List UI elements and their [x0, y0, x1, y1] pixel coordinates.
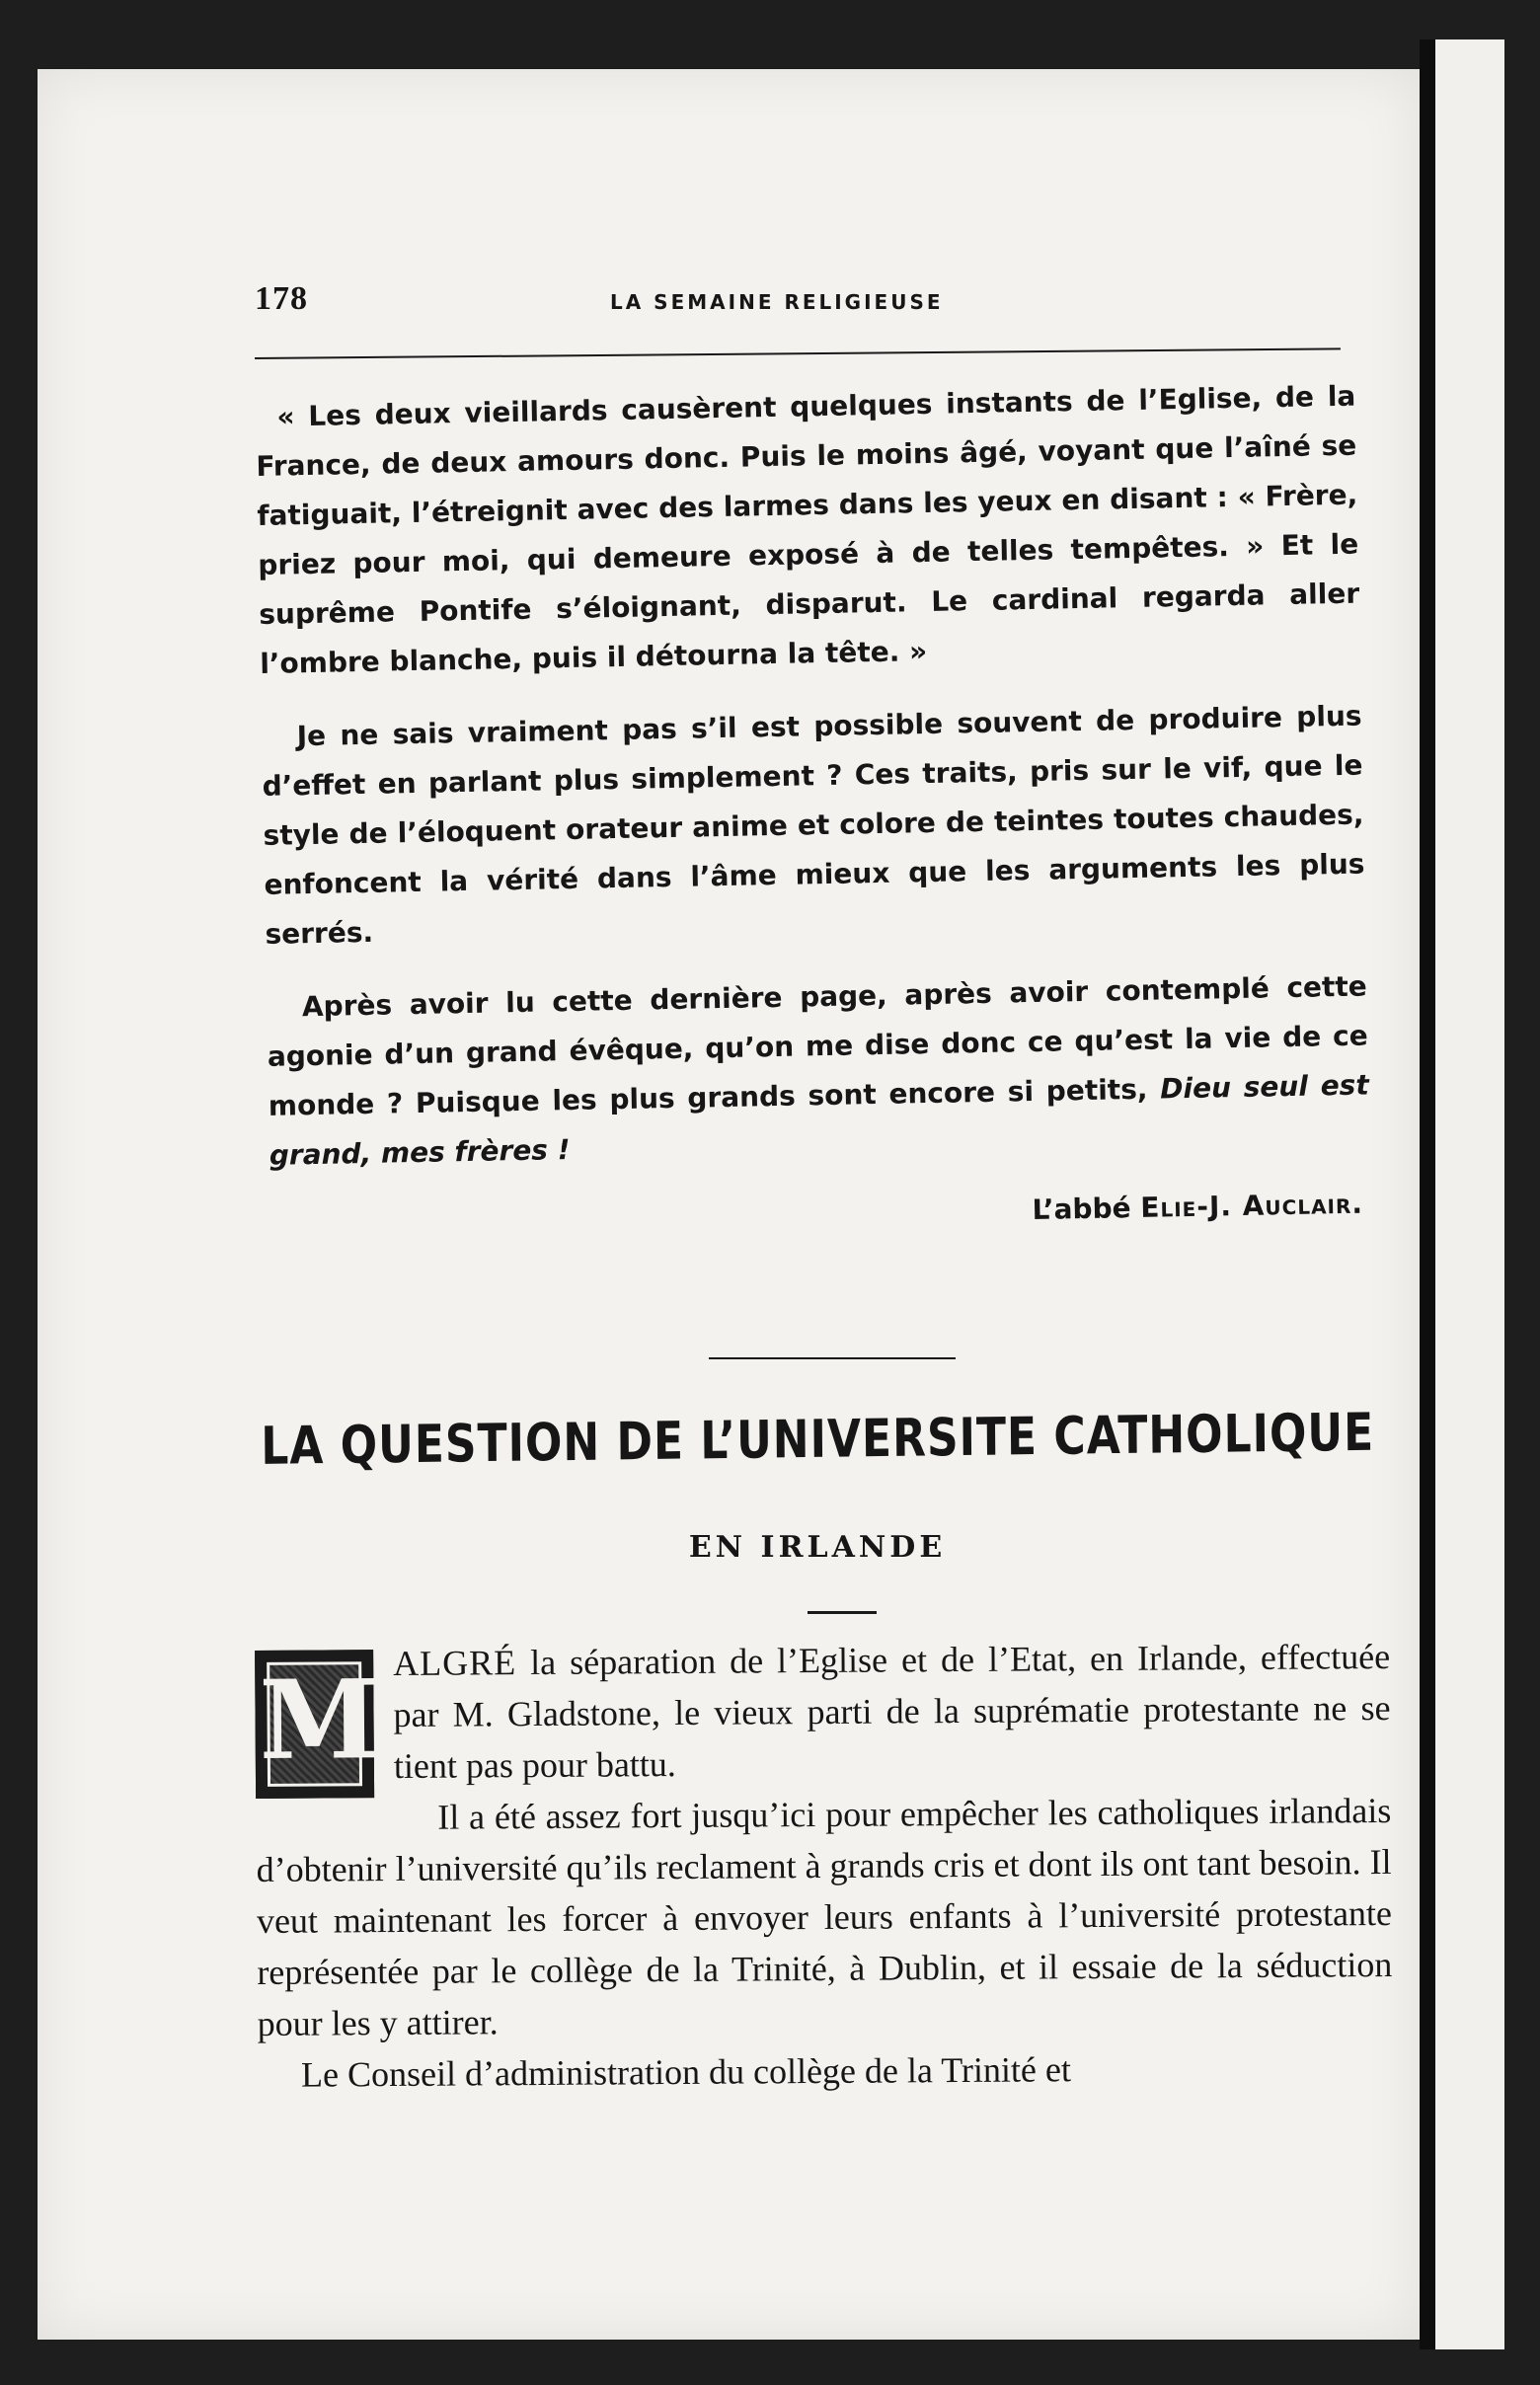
running-head: [255, 257, 1390, 336]
signature-name: Elie-J. Auclair.: [1140, 1187, 1364, 1224]
page-content: [255, 257, 1393, 2095]
quoted-passage: [255, 372, 1371, 1250]
commentary-paragraph: Je ne sais vraiment pas s’il est possible souvent de produire plus d’effet en parlant plus simplement ? Ces traits, pris sur le vif, que le style de l’éloquent orateur anime et colore de teintes toutes chaudes, enfoncent la vérité dans l’âme mieux que les arguments les plus serrés.: [262, 699, 1365, 951]
running-title: LA SEMAINE RELIGIEUSE: [610, 290, 944, 314]
lead-word: ALGRÉ: [393, 1643, 517, 1684]
page-number: 178: [255, 280, 308, 317]
article-paragraph: [255, 1631, 1391, 1793]
title-rule: [808, 1611, 877, 1614]
signature-prefix: L’abbé: [1032, 1192, 1131, 1227]
dropcap-ornament: [255, 1650, 380, 1799]
page-binding-edge: [1420, 39, 1435, 2349]
article-body: [255, 1631, 1393, 2101]
article-title: LA QUESTION DE L’UNIVERSITE CATHOLIQUE: [261, 1402, 1375, 1478]
quote-paragraph: « Les deux vieillards causèrent quelques instants de l’Eglise, de la France, de deux amours donc. Puis le moins âgé, voyant que l’aîné se fatiguait, l’étreignit avec des larmes dans les yeux en disant : « Frère, priez pour moi, qui demeure exposé à de telles tempêtes. » Et le suprême Pontife s’éloignant, disparut. Le cardinal regarda aller l’ombre blanche, puis il détourna la tête. »: [256, 379, 1360, 680]
next-page-strip: [1435, 39, 1504, 2349]
article-paragraph: Le Conseil d’administration du collège de la Trinité et: [300, 2049, 1072, 2095]
closing-text: Après avoir lu cette dernière page, après avoir contemplé cette agonie d’un grand évêque, qu’on me dise donc ce qu’est la vie de ce monde ? Puisque les plus grands sont encore si petits,: [267, 969, 1369, 1122]
document-page: [38, 69, 1420, 2340]
closing-italic: Dieu seul est grand, mes frères !: [269, 1068, 1369, 1172]
signature: [270, 1179, 1372, 1249]
section-divider: [709, 1357, 956, 1359]
article-subtitle: EN IRLANDE: [688, 1530, 947, 1565]
closing-paragraph: [266, 962, 1370, 1180]
dropcap-letter: M: [259, 1655, 380, 1784]
header-rule: [255, 347, 1341, 359]
article-paragraph: Il a été assez fort jusqu’ici pour empêcher les catholiques irlandais d’obtenir l’université qu’ils reclament à grands cris et dont ils ont tant besoin. Il veut maintenant les forcer à envoyer leurs enfants à l’université protestante représentée par le collège de la Trinité, à Dublin, et il essaie de la séduction pour les y attirer.: [256, 1790, 1393, 2043]
first-paragraph-text: la séparation de l’Eglise et de l’Etat, en Irlande, effectuée par M. Gladstone, le vieux parti de la suprématie protestante ne se tient pas pour battu.: [393, 1636, 1391, 1787]
